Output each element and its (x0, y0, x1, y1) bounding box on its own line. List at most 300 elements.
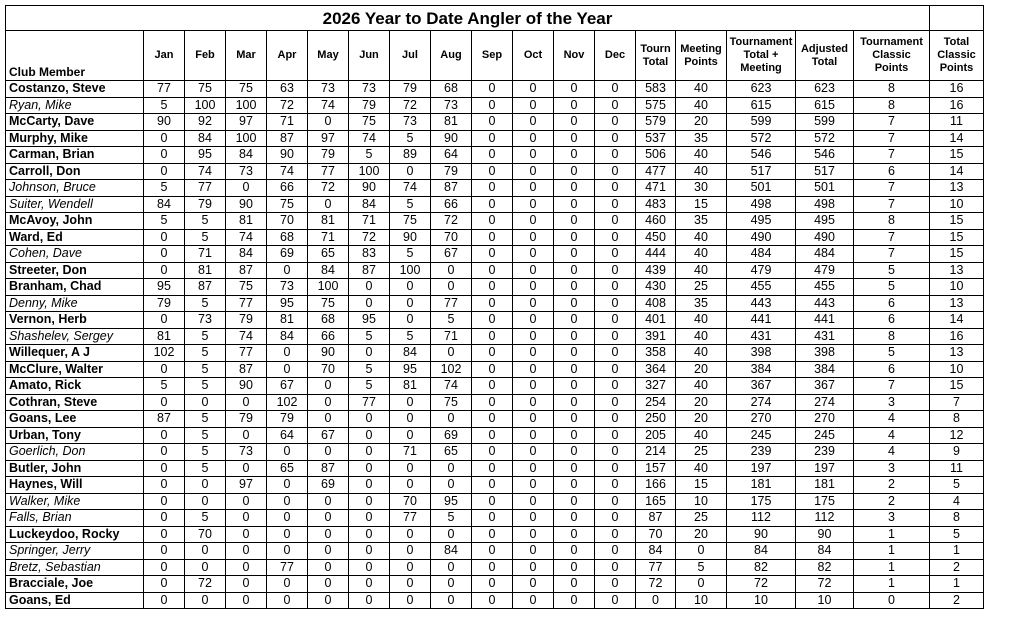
cell-sep: 0 (472, 526, 513, 543)
cell-oct: 0 (513, 147, 554, 164)
header-aug: Aug (431, 31, 472, 81)
header-adjusted-total: Adjusted Total (796, 31, 854, 81)
cell-tourn-total: 579 (636, 114, 676, 131)
cell-oct: 0 (513, 510, 554, 527)
cell-oct: 0 (513, 559, 554, 576)
table-row (6, 229, 984, 246)
cell-may: 71 (308, 229, 349, 246)
cell-meeting-points: 40 (676, 427, 727, 444)
cell-tourn-total: 327 (636, 378, 676, 395)
cell-jan: 77 (144, 81, 185, 98)
table-row (6, 378, 984, 395)
cell-aug: 64 (431, 147, 472, 164)
cell-dec: 0 (595, 229, 636, 246)
cell-aug: 75 (431, 394, 472, 411)
table-row (6, 361, 984, 378)
cell-dec: 0 (595, 163, 636, 180)
cell-tournament-total-meeting: 443 (727, 295, 796, 312)
cell-nov: 0 (554, 345, 595, 362)
cell-nov: 0 (554, 526, 595, 543)
cell-aug: 81 (431, 114, 472, 131)
cell-jun: 0 (349, 345, 390, 362)
member-name-cell: Streeter, Don (6, 262, 144, 279)
cell-jan: 5 (144, 97, 185, 114)
cell-adjusted-total: 245 (796, 427, 854, 444)
cell-tourn-total: 254 (636, 394, 676, 411)
cell-jun: 0 (349, 592, 390, 609)
cell-sep: 0 (472, 81, 513, 98)
cell-mar: 97 (226, 477, 267, 494)
cell-total-classic-points: 13 (930, 262, 984, 279)
cell-apr: 65 (267, 460, 308, 477)
cell-tournament-classic-points: 3 (854, 394, 930, 411)
cell-jun: 0 (349, 493, 390, 510)
cell-jan: 0 (144, 477, 185, 494)
cell-feb: 5 (185, 460, 226, 477)
cell-adjusted-total: 384 (796, 361, 854, 378)
cell-apr: 0 (267, 576, 308, 593)
cell-dec: 0 (595, 460, 636, 477)
cell-tournament-total-meeting: 441 (727, 312, 796, 329)
cell-jul: 84 (390, 345, 431, 362)
cell-jan: 5 (144, 378, 185, 395)
table-row (6, 526, 984, 543)
cell-tournament-total-meeting: 181 (727, 477, 796, 494)
cell-may: 0 (308, 196, 349, 213)
cell-tournament-classic-points: 6 (854, 312, 930, 329)
cell-total-classic-points: 14 (930, 312, 984, 329)
cell-oct: 0 (513, 378, 554, 395)
cell-tourn-total: 401 (636, 312, 676, 329)
cell-dec: 0 (595, 411, 636, 428)
cell-total-classic-points: 16 (930, 328, 984, 345)
cell-adjusted-total: 623 (796, 81, 854, 98)
cell-adjusted-total: 181 (796, 477, 854, 494)
cell-tourn-total: 408 (636, 295, 676, 312)
cell-mar: 0 (226, 576, 267, 593)
cell-jul: 77 (390, 510, 431, 527)
header-nov: Nov (554, 31, 595, 81)
cell-tournament-classic-points: 8 (854, 97, 930, 114)
cell-total-classic-points: 14 (930, 163, 984, 180)
cell-adjusted-total: 599 (796, 114, 854, 131)
member-name-cell: Luckeydoo, Rocky (6, 526, 144, 543)
header-tournament-classic-points: Tournament Classic Points (854, 31, 930, 81)
cell-tournament-total-meeting: 274 (727, 394, 796, 411)
cell-may: 97 (308, 130, 349, 147)
cell-mar: 79 (226, 411, 267, 428)
cell-total-classic-points: 2 (930, 592, 984, 609)
cell-aug: 87 (431, 180, 472, 197)
cell-aug: 69 (431, 427, 472, 444)
cell-tourn-total: 430 (636, 279, 676, 296)
header-tourn-total: Tourn Total (636, 31, 676, 81)
cell-total-classic-points: 5 (930, 526, 984, 543)
cell-adjusted-total: 517 (796, 163, 854, 180)
cell-meeting-points: 10 (676, 493, 727, 510)
cell-sep: 0 (472, 213, 513, 230)
cell-total-classic-points: 1 (930, 543, 984, 560)
cell-apr: 102 (267, 394, 308, 411)
cell-jan: 0 (144, 576, 185, 593)
cell-sep: 0 (472, 295, 513, 312)
cell-mar: 75 (226, 81, 267, 98)
cell-apr: 68 (267, 229, 308, 246)
table-row (6, 147, 984, 164)
cell-nov: 0 (554, 130, 595, 147)
cell-jun: 83 (349, 246, 390, 263)
cell-tournament-classic-points: 7 (854, 130, 930, 147)
cell-tournament-total-meeting: 239 (727, 444, 796, 461)
cell-meeting-points: 40 (676, 328, 727, 345)
cell-adjusted-total: 498 (796, 196, 854, 213)
member-name-cell: Murphy, Mike (6, 130, 144, 147)
cell-jan: 0 (144, 394, 185, 411)
cell-adjusted-total: 270 (796, 411, 854, 428)
header-jul: Jul (390, 31, 431, 81)
cell-tournament-classic-points: 8 (854, 328, 930, 345)
cell-sep: 0 (472, 180, 513, 197)
cell-jan: 87 (144, 411, 185, 428)
cell-feb: 5 (185, 295, 226, 312)
cell-may: 0 (308, 576, 349, 593)
cell-may: 90 (308, 345, 349, 362)
cell-adjusted-total: 479 (796, 262, 854, 279)
cell-mar: 75 (226, 279, 267, 296)
cell-tourn-total: 537 (636, 130, 676, 147)
cell-apr: 79 (267, 411, 308, 428)
cell-meeting-points: 25 (676, 510, 727, 527)
cell-oct: 0 (513, 196, 554, 213)
cell-nov: 0 (554, 543, 595, 560)
cell-jun: 95 (349, 312, 390, 329)
cell-tourn-total: 87 (636, 510, 676, 527)
cell-meeting-points: 40 (676, 460, 727, 477)
cell-may: 79 (308, 147, 349, 164)
cell-mar: 74 (226, 328, 267, 345)
member-name-cell: Bracciale, Joe (6, 576, 144, 593)
member-name-cell: Johnson, Bruce (6, 180, 144, 197)
cell-nov: 0 (554, 559, 595, 576)
cell-adjusted-total: 367 (796, 378, 854, 395)
cell-apr: 0 (267, 543, 308, 560)
cell-meeting-points: 20 (676, 394, 727, 411)
cell-oct: 0 (513, 345, 554, 362)
cell-jul: 0 (390, 576, 431, 593)
cell-tournament-classic-points: 4 (854, 427, 930, 444)
cell-may: 77 (308, 163, 349, 180)
cell-apr: 95 (267, 295, 308, 312)
cell-tournament-total-meeting: 112 (727, 510, 796, 527)
cell-meeting-points: 40 (676, 229, 727, 246)
cell-may: 81 (308, 213, 349, 230)
cell-sep: 0 (472, 543, 513, 560)
cell-tourn-total: 165 (636, 493, 676, 510)
cell-tournament-total-meeting: 484 (727, 246, 796, 263)
cell-nov: 0 (554, 460, 595, 477)
cell-nov: 0 (554, 295, 595, 312)
cell-dec: 0 (595, 510, 636, 527)
cell-tourn-total: 157 (636, 460, 676, 477)
cell-may: 69 (308, 477, 349, 494)
cell-tourn-total: 250 (636, 411, 676, 428)
cell-adjusted-total: 82 (796, 559, 854, 576)
cell-oct: 0 (513, 81, 554, 98)
cell-adjusted-total: 112 (796, 510, 854, 527)
cell-feb: 92 (185, 114, 226, 131)
cell-mar: 0 (226, 543, 267, 560)
member-name-cell: McAvoy, John (6, 213, 144, 230)
cell-apr: 0 (267, 361, 308, 378)
cell-tourn-total: 575 (636, 97, 676, 114)
cell-nov: 0 (554, 262, 595, 279)
cell-apr: 87 (267, 130, 308, 147)
cell-apr: 72 (267, 97, 308, 114)
cell-apr: 71 (267, 114, 308, 131)
cell-jul: 5 (390, 130, 431, 147)
table-row (6, 493, 984, 510)
cell-tourn-total: 444 (636, 246, 676, 263)
cell-meeting-points: 40 (676, 97, 727, 114)
header-dec: Dec (595, 31, 636, 81)
cell-nov: 0 (554, 576, 595, 593)
table-row (6, 394, 984, 411)
member-name-cell: Denny, Mike (6, 295, 144, 312)
cell-jul: 0 (390, 526, 431, 543)
standings-table (5, 5, 984, 609)
cell-tourn-total: 358 (636, 345, 676, 362)
cell-jul: 0 (390, 477, 431, 494)
cell-nov: 0 (554, 97, 595, 114)
member-name-cell: Carroll, Don (6, 163, 144, 180)
cell-tournament-classic-points: 2 (854, 477, 930, 494)
cell-jun: 5 (349, 328, 390, 345)
cell-apr: 0 (267, 444, 308, 461)
cell-adjusted-total: 495 (796, 213, 854, 230)
cell-tournament-total-meeting: 572 (727, 130, 796, 147)
cell-jan: 0 (144, 510, 185, 527)
cell-jul: 79 (390, 81, 431, 98)
cell-tournament-classic-points: 7 (854, 147, 930, 164)
cell-sep: 0 (472, 378, 513, 395)
cell-total-classic-points: 4 (930, 493, 984, 510)
cell-jan: 0 (144, 444, 185, 461)
cell-total-classic-points: 10 (930, 361, 984, 378)
table-row (6, 510, 984, 527)
cell-nov: 0 (554, 361, 595, 378)
cell-meeting-points: 35 (676, 295, 727, 312)
cell-sep: 0 (472, 328, 513, 345)
cell-jun: 72 (349, 229, 390, 246)
cell-meeting-points: 40 (676, 262, 727, 279)
cell-sep: 0 (472, 361, 513, 378)
cell-tourn-total: 72 (636, 576, 676, 593)
cell-may: 72 (308, 180, 349, 197)
cell-jun: 71 (349, 213, 390, 230)
cell-dec: 0 (595, 97, 636, 114)
cell-oct: 0 (513, 444, 554, 461)
cell-meeting-points: 25 (676, 444, 727, 461)
cell-aug: 0 (431, 279, 472, 296)
cell-may: 0 (308, 444, 349, 461)
cell-tournament-total-meeting: 84 (727, 543, 796, 560)
cell-total-classic-points: 5 (930, 477, 984, 494)
member-name-cell: Haynes, Will (6, 477, 144, 494)
cell-sep: 0 (472, 411, 513, 428)
cell-jul: 95 (390, 361, 431, 378)
cell-tournament-classic-points: 7 (854, 246, 930, 263)
cell-aug: 102 (431, 361, 472, 378)
member-name-cell: Bretz, Sebastian (6, 559, 144, 576)
cell-mar: 0 (226, 180, 267, 197)
cell-tournament-total-meeting: 197 (727, 460, 796, 477)
cell-jun: 73 (349, 81, 390, 98)
cell-tournament-total-meeting: 270 (727, 411, 796, 428)
cell-feb: 5 (185, 378, 226, 395)
cell-adjusted-total: 441 (796, 312, 854, 329)
header-oct: Oct (513, 31, 554, 81)
cell-jun: 0 (349, 279, 390, 296)
cell-total-classic-points: 2 (930, 559, 984, 576)
cell-tournament-total-meeting: 72 (727, 576, 796, 593)
cell-feb: 5 (185, 213, 226, 230)
table-row (6, 460, 984, 477)
cell-tourn-total: 70 (636, 526, 676, 543)
cell-mar: 0 (226, 493, 267, 510)
cell-tournament-total-meeting: 479 (727, 262, 796, 279)
cell-oct: 0 (513, 246, 554, 263)
cell-tournament-total-meeting: 398 (727, 345, 796, 362)
cell-dec: 0 (595, 196, 636, 213)
cell-mar: 90 (226, 196, 267, 213)
cell-total-classic-points: 9 (930, 444, 984, 461)
cell-may: 0 (308, 493, 349, 510)
cell-aug: 95 (431, 493, 472, 510)
cell-total-classic-points: 16 (930, 97, 984, 114)
cell-tournament-classic-points: 8 (854, 213, 930, 230)
cell-tournament-total-meeting: 384 (727, 361, 796, 378)
cell-total-classic-points: 15 (930, 229, 984, 246)
cell-mar: 0 (226, 559, 267, 576)
cell-feb: 71 (185, 246, 226, 263)
member-name-cell: Springer, Jerry (6, 543, 144, 560)
cell-dec: 0 (595, 345, 636, 362)
cell-dec: 0 (595, 576, 636, 593)
cell-apr: 81 (267, 312, 308, 329)
cell-tourn-total: 77 (636, 559, 676, 576)
cell-meeting-points: 25 (676, 279, 727, 296)
cell-apr: 0 (267, 493, 308, 510)
member-name-cell: Shashelev, Sergey (6, 328, 144, 345)
cell-mar: 84 (226, 246, 267, 263)
cell-meeting-points: 40 (676, 81, 727, 98)
cell-oct: 0 (513, 229, 554, 246)
cell-dec: 0 (595, 477, 636, 494)
header-tournament-total-meeting: Tournament Total + Meeting (727, 31, 796, 81)
cell-mar: 90 (226, 378, 267, 395)
table-row (6, 246, 984, 263)
cell-oct: 0 (513, 114, 554, 131)
cell-adjusted-total: 90 (796, 526, 854, 543)
cell-tourn-total: 439 (636, 262, 676, 279)
cell-tourn-total: 166 (636, 477, 676, 494)
cell-jul: 72 (390, 97, 431, 114)
cell-jan: 0 (144, 543, 185, 560)
cell-tournament-total-meeting: 455 (727, 279, 796, 296)
cell-jan: 0 (144, 229, 185, 246)
cell-nov: 0 (554, 147, 595, 164)
cell-jun: 0 (349, 559, 390, 576)
cell-tournament-classic-points: 1 (854, 576, 930, 593)
cell-jan: 5 (144, 213, 185, 230)
member-name-cell: Goans, Ed (6, 592, 144, 609)
cell-sep: 0 (472, 147, 513, 164)
cell-nov: 0 (554, 81, 595, 98)
table-row (6, 213, 984, 230)
cell-dec: 0 (595, 559, 636, 576)
cell-aug: 0 (431, 411, 472, 428)
title-row (6, 6, 984, 31)
cell-jan: 102 (144, 345, 185, 362)
cell-may: 74 (308, 97, 349, 114)
cell-tournament-classic-points: 8 (854, 81, 930, 98)
title-blank-cell (930, 6, 984, 31)
cell-dec: 0 (595, 81, 636, 98)
cell-jul: 5 (390, 196, 431, 213)
cell-sep: 0 (472, 477, 513, 494)
cell-tournament-classic-points: 7 (854, 180, 930, 197)
cell-dec: 0 (595, 114, 636, 131)
cell-feb: 5 (185, 411, 226, 428)
cell-aug: 72 (431, 213, 472, 230)
cell-feb: 5 (185, 328, 226, 345)
cell-nov: 0 (554, 196, 595, 213)
cell-adjusted-total: 490 (796, 229, 854, 246)
cell-jan: 79 (144, 295, 185, 312)
cell-jun: 77 (349, 394, 390, 411)
cell-jul: 0 (390, 543, 431, 560)
cell-mar: 0 (226, 427, 267, 444)
cell-jun: 75 (349, 114, 390, 131)
cell-apr: 77 (267, 559, 308, 576)
cell-feb: 74 (185, 163, 226, 180)
member-name-cell: Vernon, Herb (6, 312, 144, 329)
cell-feb: 79 (185, 196, 226, 213)
cell-total-classic-points: 11 (930, 460, 984, 477)
header-meeting-points: Meeting Points (676, 31, 727, 81)
cell-jun: 0 (349, 295, 390, 312)
cell-sep: 0 (472, 163, 513, 180)
table-row (6, 97, 984, 114)
cell-aug: 66 (431, 196, 472, 213)
cell-nov: 0 (554, 328, 595, 345)
cell-jul: 0 (390, 460, 431, 477)
cell-mar: 0 (226, 592, 267, 609)
cell-jan: 0 (144, 460, 185, 477)
cell-sep: 0 (472, 427, 513, 444)
cell-total-classic-points: 8 (930, 411, 984, 428)
table-title: 2026 Year to Date Angler of the Year (6, 6, 930, 31)
cell-tournament-total-meeting: 367 (727, 378, 796, 395)
cell-dec: 0 (595, 312, 636, 329)
cell-oct: 0 (513, 295, 554, 312)
table-row (6, 312, 984, 329)
cell-nov: 0 (554, 411, 595, 428)
member-name-cell: Costanzo, Steve (6, 81, 144, 98)
cell-feb: 95 (185, 147, 226, 164)
cell-tournament-classic-points: 4 (854, 444, 930, 461)
cell-nov: 0 (554, 493, 595, 510)
